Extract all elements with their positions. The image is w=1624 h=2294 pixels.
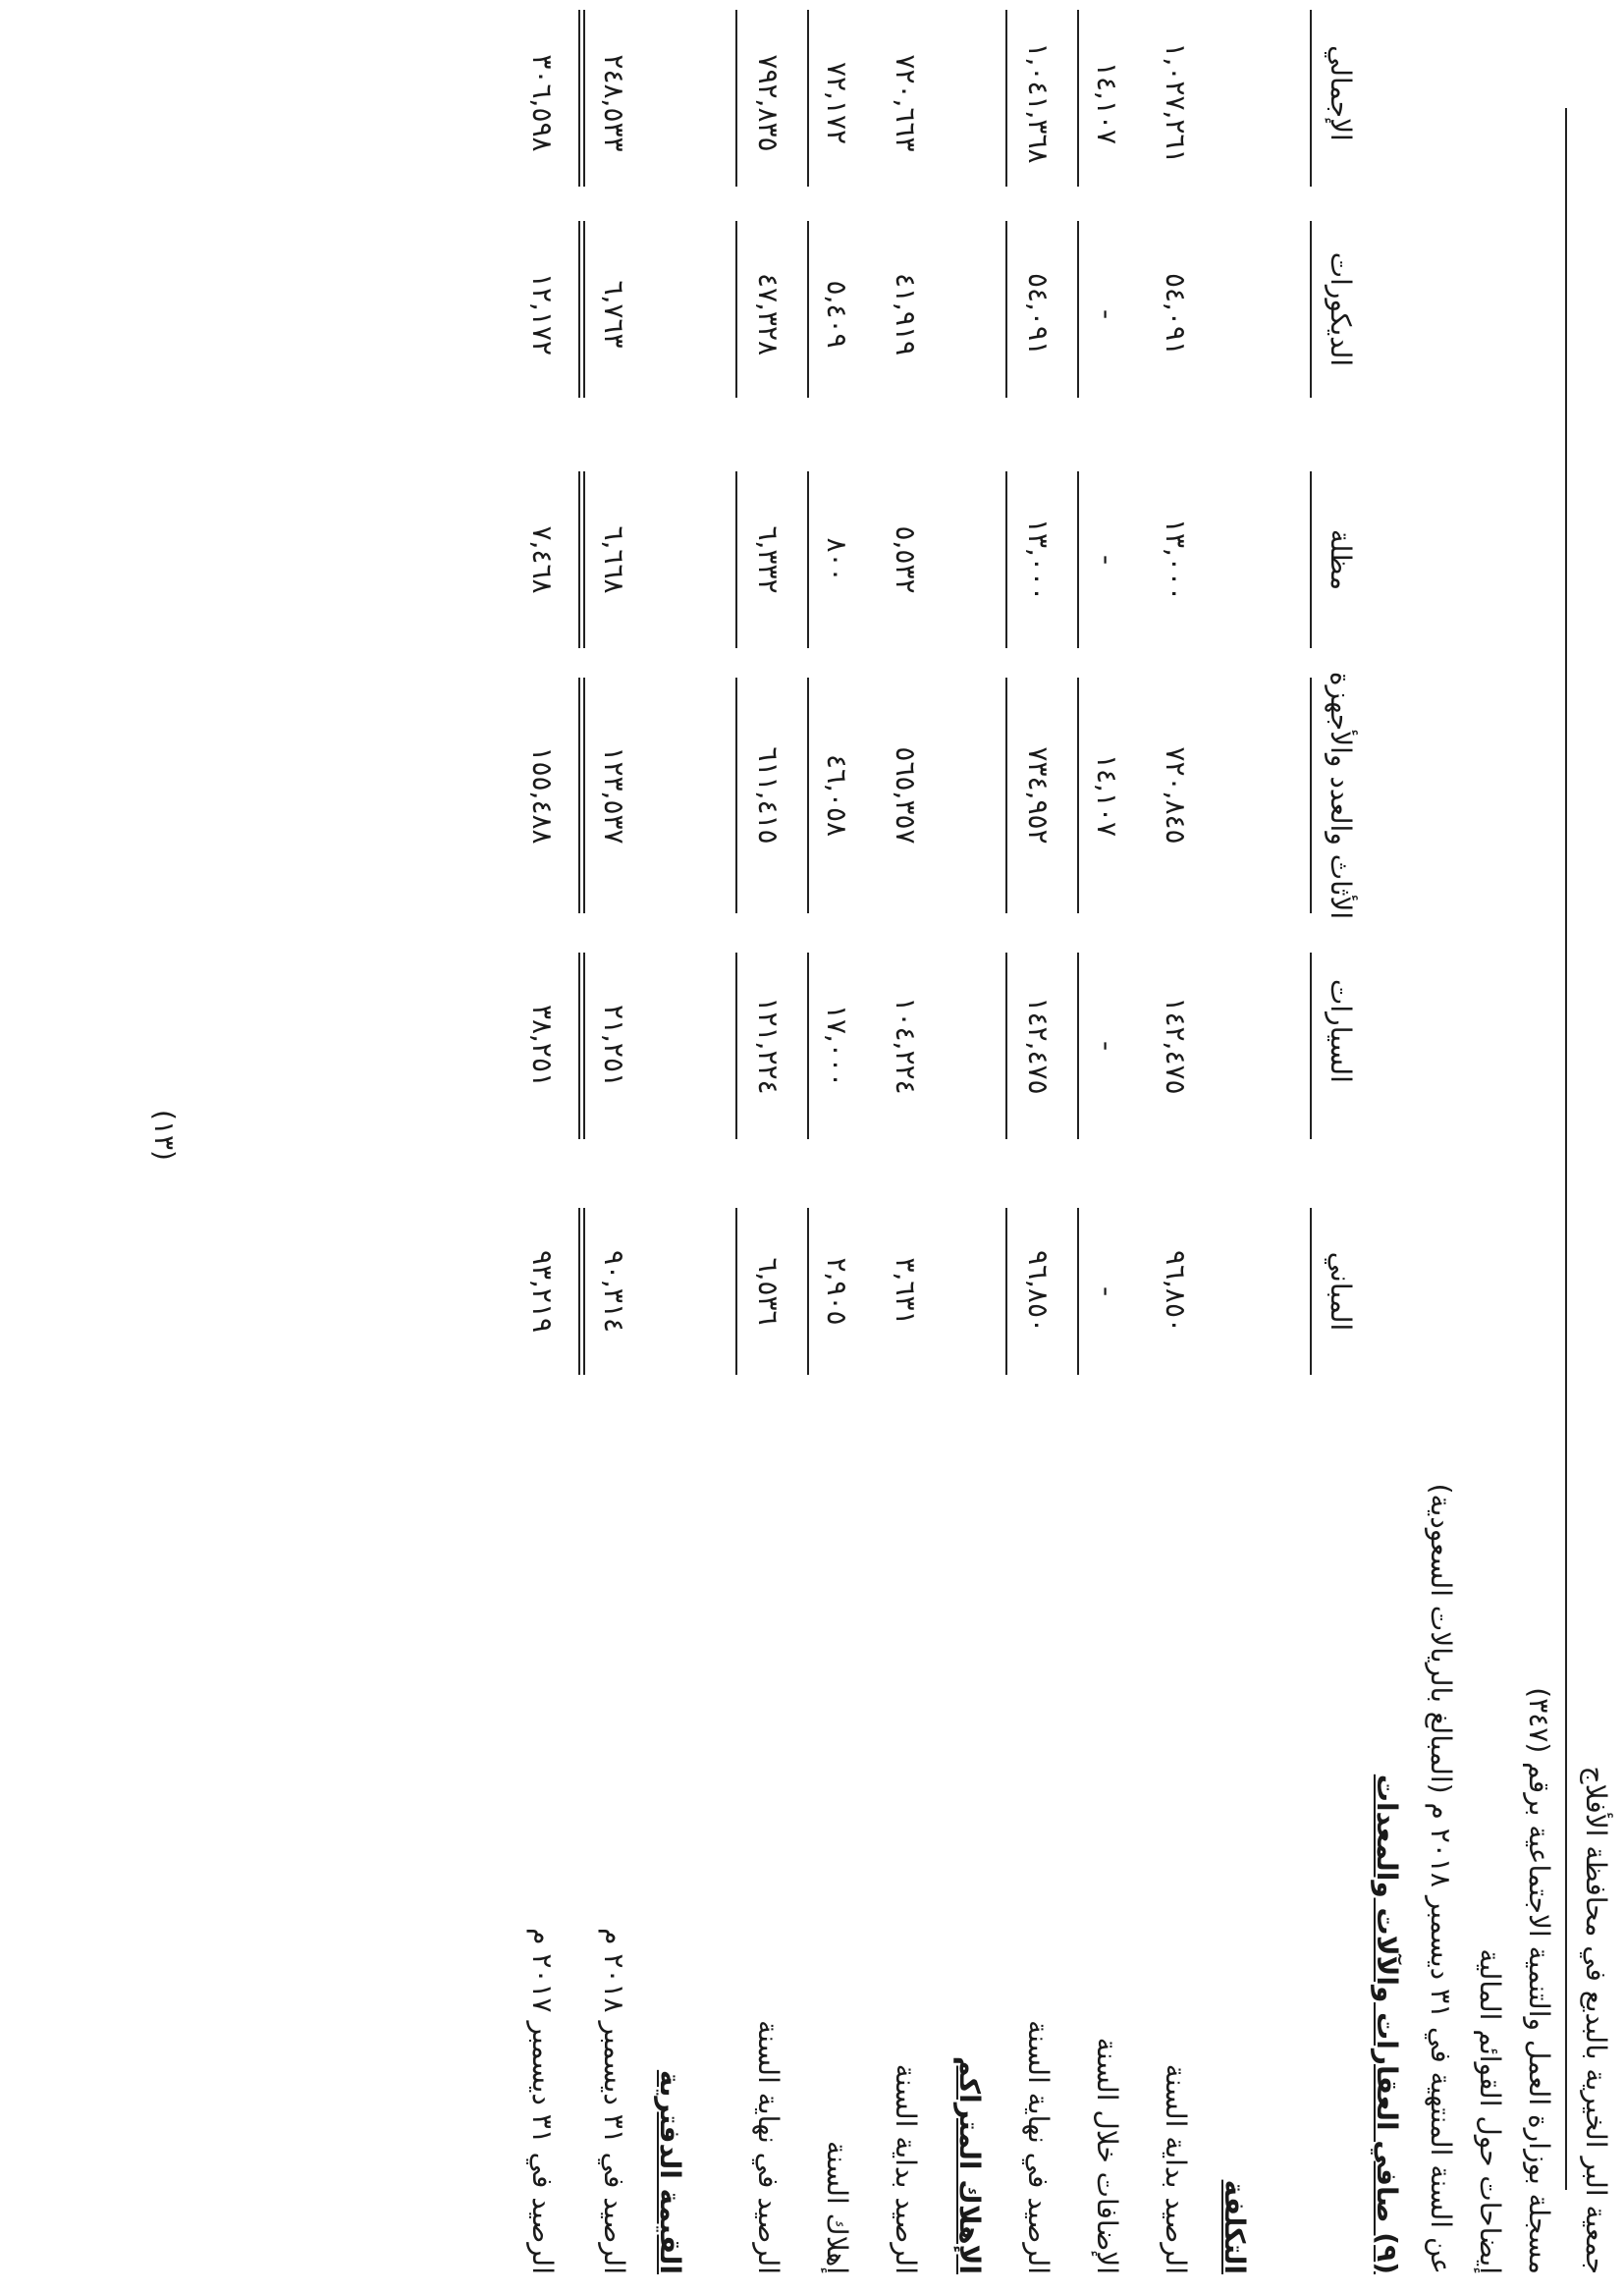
header-rule bbox=[1310, 10, 1312, 187]
cell: ٤١,٩١٩ bbox=[890, 272, 922, 356]
subtotal-rule bbox=[807, 471, 809, 648]
total-rule bbox=[1005, 10, 1007, 187]
subtotal-rule bbox=[807, 1208, 809, 1375]
subtotal-rule bbox=[1077, 953, 1079, 1139]
col-header-decorations: الديكورات bbox=[1325, 251, 1357, 367]
cell: ٩٦,٨٥٠ bbox=[1022, 1249, 1055, 1334]
total-rule bbox=[1005, 953, 1007, 1139]
cell: ١٠٤,٢٢٤ bbox=[890, 997, 922, 1095]
header-rule bbox=[1310, 471, 1312, 648]
cell: - bbox=[1091, 554, 1123, 566]
total-rule bbox=[735, 1208, 737, 1375]
cell: ٢,٩٠٥ bbox=[821, 1257, 853, 1326]
cell: ١٧,٠٠٠ bbox=[821, 1004, 853, 1088]
cell: ١٥٥,٤٨٨ bbox=[526, 746, 559, 845]
subtotal-rule bbox=[807, 10, 809, 187]
cell: ٦,٧٦٣ bbox=[598, 280, 630, 349]
col-header-total: الإجمالي bbox=[1325, 45, 1357, 141]
cell: ٢٤٨,٥٣٣ bbox=[598, 54, 630, 152]
cell: ١٤٢,٤٧٥ bbox=[1022, 997, 1055, 1095]
cell: ٧,٤٦٨ bbox=[526, 525, 559, 594]
row-label-cost-additions: الإضافات خلال السنة bbox=[1091, 2037, 1123, 2274]
double-rule bbox=[578, 1208, 585, 1375]
cell: ٣٨,٢٥١ bbox=[526, 1004, 559, 1088]
cell: ٩٣,٢١٩ bbox=[526, 1249, 559, 1334]
cell: ٢١,٢٥١ bbox=[598, 1004, 630, 1088]
cell: - bbox=[1091, 308, 1123, 320]
section-book-value-title: القيمة الدفترية bbox=[654, 2069, 686, 2274]
cell: - bbox=[1091, 1040, 1123, 1052]
cell: ١٤,١٠٧ bbox=[1091, 61, 1123, 145]
cell: ٧٣٤,٩٥٢ bbox=[1022, 746, 1055, 845]
subtotal-rule bbox=[807, 678, 809, 913]
subtotal-rule bbox=[1077, 678, 1079, 913]
row-label-cost-begin: الرصيد بداية السنة bbox=[1160, 2063, 1192, 2274]
header-rule bbox=[1310, 953, 1312, 1139]
subtotal-rule bbox=[807, 953, 809, 1139]
row-label-dep-begin: الرصيد بداية السنة bbox=[890, 2063, 922, 2274]
col-header-furniture: الأثاث والعدد والأجهزة bbox=[1325, 671, 1357, 920]
header-rule bbox=[1310, 678, 1312, 913]
org-name: جمعية البر الخيرية بالبديع في محافظة الأفلاج bbox=[1580, 1766, 1612, 2274]
cell: ١٢,١٧٢ bbox=[526, 272, 559, 356]
subtotal-rule bbox=[1077, 1208, 1079, 1375]
col-header-vehicles: السيارات bbox=[1325, 979, 1357, 1083]
row-label-dep-year: إهلاك السنة bbox=[821, 2141, 853, 2274]
double-rule bbox=[578, 678, 585, 913]
cell: ١,٠٤١,٣٦٨ bbox=[1022, 42, 1055, 164]
total-rule bbox=[735, 10, 737, 187]
cell: ٧٢٠,٨٤٥ bbox=[1160, 746, 1192, 845]
header-rule bbox=[1310, 221, 1312, 398]
cell: ٦,٦٦٨ bbox=[598, 525, 630, 594]
cell: ٧٢٠,٦٦٣ bbox=[890, 54, 922, 152]
total-rule bbox=[1005, 471, 1007, 648]
total-rule bbox=[735, 678, 737, 913]
cell: ٥٦٥,٣٥٧ bbox=[890, 746, 922, 845]
cell: ١٤,١٠٧ bbox=[1091, 753, 1123, 838]
subtotal-rule bbox=[1077, 471, 1079, 648]
row-label-bv-2017: الرصيد في ٣١ ديسمبر ٢٠١٧ م bbox=[526, 1928, 559, 2274]
cell: ٩٦,٨٥٠ bbox=[1160, 1249, 1192, 1334]
double-rule bbox=[578, 10, 585, 187]
double-rule bbox=[578, 471, 585, 648]
subtotal-rule bbox=[807, 221, 809, 398]
cell: ٩٠,٣١٤ bbox=[598, 1249, 630, 1334]
cell: ١,٠٢٧,٢٦١ bbox=[1160, 42, 1192, 164]
total-rule bbox=[735, 953, 737, 1139]
page-number: (١٣) bbox=[148, 1110, 181, 1161]
cell: ٤٧,٣٢٨ bbox=[752, 272, 785, 356]
cell: ٣٠٦,٥٩٨ bbox=[526, 54, 559, 152]
cell: ٦,٥٣٦ bbox=[752, 1257, 785, 1326]
cell: ١٣,٠٠٠ bbox=[1022, 518, 1055, 602]
col-header-buildings: المباني bbox=[1325, 1251, 1357, 1332]
double-rule bbox=[578, 953, 585, 1139]
cell: ٦,٣٣٢ bbox=[752, 525, 785, 594]
total-rule bbox=[1005, 678, 1007, 913]
subtotal-rule bbox=[1077, 221, 1079, 398]
double-rule bbox=[578, 221, 585, 398]
cell: ٤٦,٠٥٨ bbox=[821, 753, 853, 838]
cell: ٥,٥٣٢ bbox=[890, 525, 922, 594]
total-rule bbox=[735, 471, 737, 648]
total-rule bbox=[735, 221, 737, 398]
cell: - bbox=[1091, 1285, 1123, 1297]
registration-text: مسجلة بوزارة العمل والتنمية الاجتماعية برقم (٣٤٧) bbox=[1523, 1687, 1555, 2274]
cell: ١٤٢,٤٧٥ bbox=[1160, 997, 1192, 1095]
section-depreciation-title: الإهلاك المتراكم bbox=[953, 2055, 986, 2274]
cell: ٧٩٢,٨٣٥ bbox=[752, 54, 785, 152]
total-rule bbox=[1005, 221, 1007, 398]
cell: ١٣,٠٠٠ bbox=[1160, 518, 1192, 602]
col-header-shade: مظلة bbox=[1325, 528, 1357, 591]
subtotal-rule bbox=[1077, 10, 1079, 187]
section-cost-title: التكلفة bbox=[1218, 2179, 1251, 2274]
cell: ٣,٦٣١ bbox=[890, 1257, 922, 1326]
note-title: (٩) صافي العقارات والآلات والمعدات bbox=[1371, 1774, 1403, 2274]
statement-title: إيضاحات حول القوائم المالية bbox=[1474, 1948, 1506, 2274]
total-rule bbox=[1005, 1208, 1007, 1375]
row-label-bv-2018: الرصيد في ٣١ ديسمبر ٢٠١٨ م bbox=[598, 1928, 630, 2274]
cell: ٥٤,٠٩١ bbox=[1160, 272, 1192, 356]
cell: ٥٤,٠٩١ bbox=[1022, 272, 1055, 356]
cell: ٨٠٠ bbox=[821, 537, 853, 582]
cell: ١٢٣,٥٣٧ bbox=[598, 746, 630, 845]
top-rule bbox=[1565, 108, 1567, 2190]
row-label-dep-end: الرصيد في نهاية السنة bbox=[752, 2020, 785, 2274]
period-text: عن السنة المنتهية في ٣١ ديسمبر ٢٠١٨ م (المبالغ بالريالات السعودية) bbox=[1425, 1483, 1457, 2274]
cell: ٦١١,٤١٥ bbox=[752, 746, 785, 845]
cell: ١٢١,٢٢٤ bbox=[752, 997, 785, 1095]
header-rule bbox=[1310, 1208, 1312, 1375]
row-label-cost-end: الرصيد في نهاية السنة bbox=[1022, 2020, 1055, 2274]
cell: ٧٢,١٧٢ bbox=[821, 61, 853, 145]
cell: ٥,٤٠٩ bbox=[821, 280, 853, 349]
